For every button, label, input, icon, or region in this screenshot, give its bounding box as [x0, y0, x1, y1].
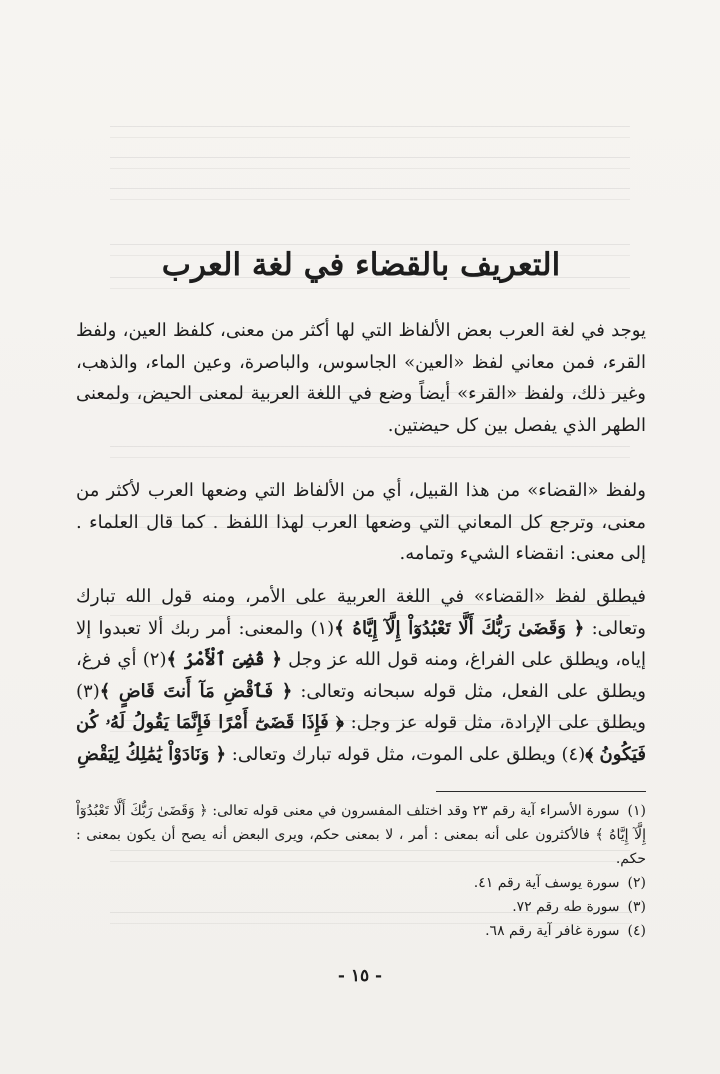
footnotes: [76, 799, 646, 943]
footnote-number: (٢): [627, 875, 646, 891]
bleed-through-line: [110, 157, 630, 169]
quran-verse: ﴿ فَإِذَا قَضَىٰٓ أَمْرًا فَإِنَّمَا يَقُولُ لَهُۥ كُن فَيَكُونُ ﴾: [76, 712, 646, 765]
footnote-separator: [436, 791, 646, 792]
paragraph-3-text: (١) والمعنى: أمر ربك ألا تعبدوا إلا إياه، ويطلق على الفراغ، ومنه قول الله عز وجل: [76, 617, 646, 670]
quran-verse: ﴿ قُضِىَ ٱلْأَمْرُ ﴾: [166, 649, 282, 670]
quran-verse: ﴿ فَٱقْضِ مَآ أَنتَ قَاضٍ ﴾: [99, 680, 293, 702]
paragraph-3-text: فيطلق لفظ «القضاء» في اللغة العربية على الأمر، ومنه قول الله تبارك وتعالى:: [76, 586, 646, 639]
footnote-3: [76, 895, 646, 919]
paragraph-3-text: (٤) ويطلق على الموت، مثل قوله تبارك وتعالى:: [231, 743, 586, 765]
footnote-1: [76, 799, 646, 871]
footnote-2: [76, 871, 646, 895]
paragraph-3-text: (٢) أي فرغ، ويطلق على الفعل، مثل قوله سبحانه وتعالى:: [76, 649, 646, 702]
paragraph-2: ولفظ «القضاء» من هذا القبيل، أي من الألفاظ التي وضعها العرب لأكثر من معنى، وترجع كل المعاني التي وضعها العرب لهذا اللفظ . كما قال العلماء . إلى معنى: انقضاء الشيء وتمامه.: [76, 480, 646, 564]
page-title: التعريف بالقضاء في لغة العرب: [161, 246, 561, 283]
footnote-text: سورة غافر آية رقم ٦٨.: [485, 923, 620, 939]
quran-verse: ﴿ وَقَضَىٰ رَبُّكَ أَلَّا تَعْبُدُوٓاْ إِلَّآ إِيَّاهُ ﴾: [334, 617, 585, 639]
bleed-through-line: [110, 188, 630, 200]
footnote-number: (١): [627, 803, 646, 819]
quran-verse: ﴿ وَنَادَوْاْ يَٰمَٰلِكُ لِيَقْضِ: [77, 743, 227, 765]
footnote-text: سورة الأسراء آية رقم ٢٣ وقد اختلف المفسرون في معنى قوله تعالى: ﴿ وَقَضَىٰ رَبُّكَ أَلَّا تَعْبُدُوٓاْ إِلَّآ إِيَّاهُ ﴾ فالأكثرون على أنه بمعنى : أمر ، لا بمعنى حكم، ويرى البعض أنه يصح أن يكون بمعنى : حكم.: [76, 803, 646, 867]
footnote-4: [76, 919, 646, 943]
footnote-text: سورة طه رقم ٧٢.: [512, 899, 620, 915]
bleed-through-line: [110, 446, 630, 458]
paragraph-1: يوجد في لغة العرب بعض الألفاظ التي لها أكثر من معنى، كلفظ العين، ولفظ القرء، فمن معاني لفظ «العين» الجاسوس، والباصرة، وعين الماء، والذهب، وغير ذلك، ولفظ «القرء» أيضاً وضع في اللغة العربية لمعنى الحيض، ولمعنى الطهر الذي يفصل بين كل حيضتين.: [76, 320, 646, 436]
footnote-text: سورة يوسف آية رقم ٤١.: [473, 875, 620, 891]
paragraph-3-text: (٣) ويطلق على الإرادة، مثل قوله عز وجل:: [76, 680, 646, 733]
footnote-number: (٤): [627, 923, 646, 939]
paragraph-3: [76, 581, 646, 770]
bleed-through-line: [110, 126, 630, 138]
page-number: - ١٥ -: [337, 966, 383, 986]
footnote-number: (٣): [627, 899, 646, 915]
